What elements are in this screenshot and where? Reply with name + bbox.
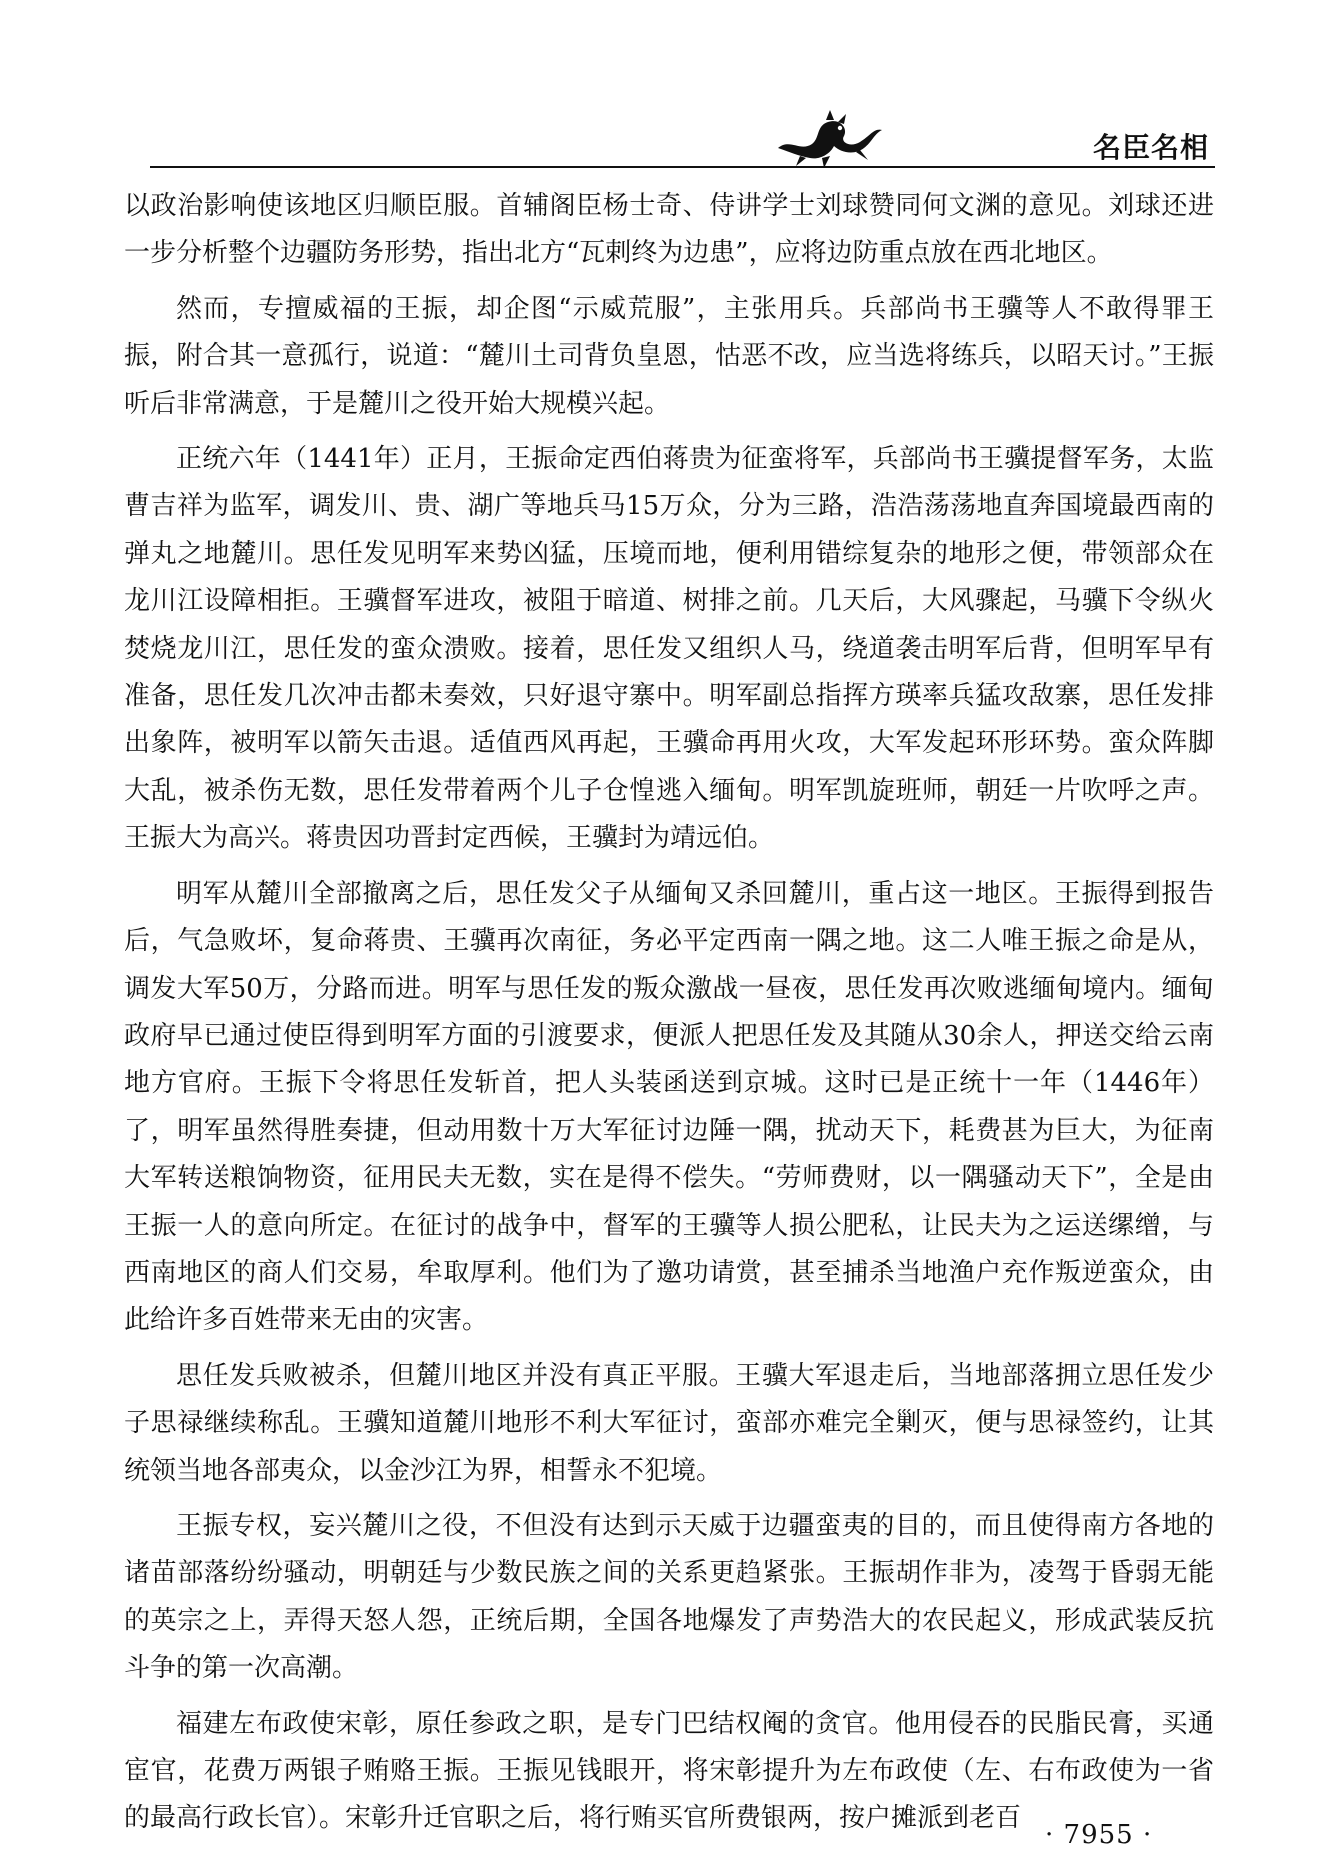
- page-header: [150, 108, 1215, 168]
- paragraph: 思任发兵败被杀，但麓川地区并没有真正平服。王骥大军退走后，当地部落拥立思任发少子思禄继续称乱。王骥知道麓川地形不利大军征讨，蛮部亦难完全剿灭，便与思禄签约，让其统领当地各部夷众，以金沙江为界，相誓永不犯境。: [124, 1360, 1214, 1486]
- header-rule: [150, 166, 1215, 168]
- paragraph: 以政治影响使该地区归顺臣服。首辅阁臣杨士奇、侍讲学士刘球赞同何文渊的意见。刘球还进一步分析整个边疆防务形势，指出北方“瓦剌终为边患”，应将边防重点放在西北地区。: [124, 191, 1214, 269]
- section-title: 名臣名相: [1092, 131, 1209, 164]
- paragraph: 正统六年（1441年）正月，王振命定西伯蒋贵为征蛮将军，兵部尚书王骥提督军务，太监曹吉祥为监军，调发川、贵、湖广等地兵马15万众，分为三路，浩浩荡荡地直奔国境最西南的弹丸之地麓川。思任发见明军来势凶猛，压境而地，便利用错综复杂的地形之便，带领部众在龙川江设障相拒。王骥督军进攻，被阻于暗道、树排之前。几天后，大风骤起，马骥下令纵火焚烧龙川江，思任发的蛮众溃败。接着，思任发又组织人马，绕道袭击明军后背，但明军早有准备，思任发几次冲击都未奏效，只好退守寨中。明军副总指挥方瑛率兵猛攻敌寨，思任发排出象阵，被明军以箭矢击退。适值西风再起，王骥命再用火攻，大军发起环形环势。蛮众阵脚大乱，被杀伤无数，思任发带着两个儿子仓惶逃入缅甸。明军凯旋班师，朝廷一片吹呼之声。王振大为高兴。蒋贵因功晋封定西候，王骥封为靖远伯。: [124, 444, 1214, 854]
- article-body: [124, 183, 1214, 1851]
- page-number: · 7955 ·: [1045, 1820, 1153, 1850]
- dragon-emblem-icon: [770, 108, 890, 168]
- paragraph: 然而，专擅威福的王振，却企图“示威荒服”，主张用兵。兵部尚书王骥等人不敢得罪王振，附合其一意孤行，说道：“麓川土司背负皇恩，怙恶不改，应当选将练兵，以昭天讨。”王振听后非常满意，于是麓川之役开始大规模兴起。: [124, 293, 1214, 419]
- paragraph: 福建左布政使宋彰，原任参政之职，是专门巴结权阉的贪官。他用侵吞的民脂民膏，买通宦官，花费万两银子贿赂王振。王振见钱眼开，将宋彰提升为左布政使（左、右布政使为一省的最高行政长官）。宋彰升迁官职之后，将行贿买官所费银两，按户摊派到老百: [124, 1708, 1214, 1834]
- paragraph: 明军从麓川全部撤离之后，思任发父子从缅甸又杀回麓川，重占这一地区。王振得到报告后，气急败坏，复命蒋贵、王骥再次南征，务必平定西南一隅之地。这二人唯王振之命是从，调发大军50万，分路而进。明军与思任发的叛众激战一昼夜，思任发再次败逃缅甸境内。缅甸政府早已通过使臣得到明军方面的引渡要求，便派人把思任发及其随从30余人，押送交给云南地方官府。王振下令将思任发斩首，把人头装函送到京城。这时已是正统十一年（1446年）了，明军虽然得胜奏捷，但动用数十万大军征讨边陲一隅，扰动天下，耗费甚为巨大，为征南大军转送粮饷物资，征用民夫无数，实在是得不偿失。“劳师费财，以一隅骚动天下”，全是由王振一人的意向所定。在征讨的战争中，督军的王骥等人损公肥私，让民夫为之运送缧缯，与西南地区的商人们交易，牟取厚利。他们为了邀功请赏，甚至捕杀当地渔户充作叛逆蛮众，由此给许多百姓带来无由的灾害。: [124, 878, 1214, 1336]
- paragraph: 王振专权，妄兴麓川之役，不但没有达到示天威于边疆蛮夷的目的，而且使得南方各地的诸苗部落纷纷骚动，明朝廷与少数民族之间的关系更趋紧张。王振胡作非为，凌驾于昏弱无能的英宗之上，弄得天怒人怨，正统后期，全国各地爆发了声势浩大的农民起义，形成武装反抗斗争的第一次高潮。: [124, 1510, 1214, 1684]
